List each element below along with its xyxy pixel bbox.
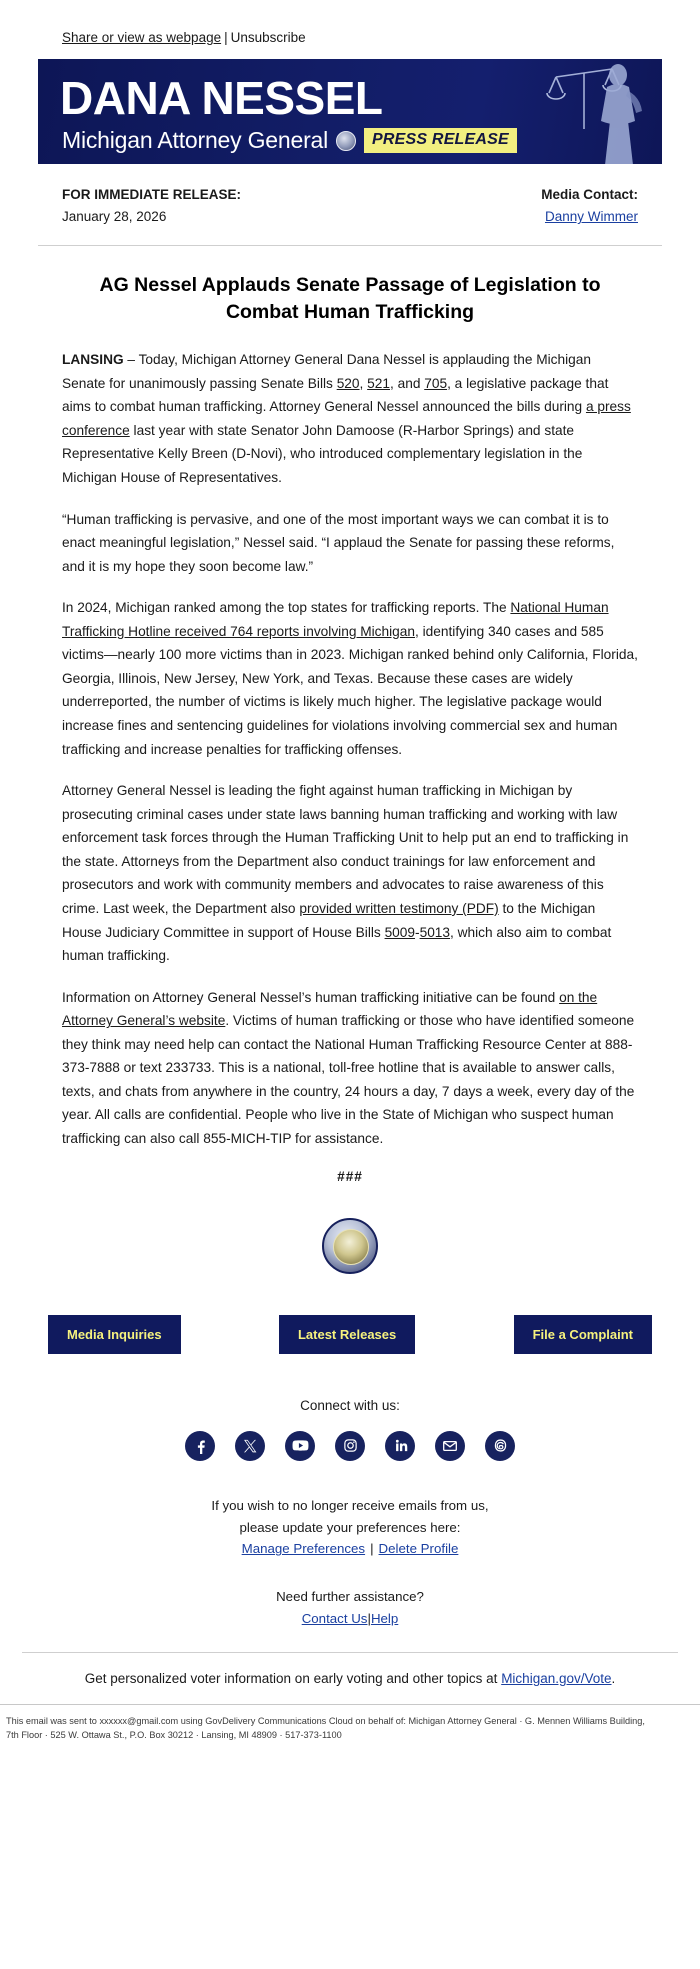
meta-divider	[38, 245, 662, 246]
voter-text-b: .	[611, 1671, 616, 1687]
paragraph-4	[62, 779, 638, 968]
footer-divider	[22, 1652, 678, 1653]
assistance-block	[0, 1586, 700, 1630]
p3-text-a: In 2024, Michigan ranked among the top states for trafficking reports. The	[62, 600, 511, 616]
p4-text-b: to the Michigan House Judiciary Committee in support of House Bills	[62, 900, 596, 940]
unsubscribe-link[interactable]: Unsubscribe	[230, 30, 306, 45]
p1-text-a: – Today, Michigan Attorney General Dana Nessel is applauding the Michigan Senate for unanimously passing Senate Bills	[62, 352, 592, 391]
national-hotline-report-link[interactable]: National Human Trafficking Hotline received 764 reports involving Michigan	[62, 600, 609, 639]
paragraph-1	[62, 348, 638, 489]
paragraph-3	[62, 596, 638, 761]
email-banner	[38, 59, 662, 164]
share-or-view-webpage-link[interactable]: Share or view as webpage	[62, 30, 222, 45]
delete-profile-link[interactable]: Delete Profile	[378, 1541, 459, 1557]
p5-text-a: Information on Attorney General Nessel’s human trafficking initiative can be found	[62, 989, 560, 1005]
youtube-icon[interactable]	[285, 1431, 315, 1461]
michigan-state-seal-icon	[322, 1218, 378, 1274]
contact-us-link[interactable]: Contact Us	[301, 1611, 368, 1627]
p1-text-d: , a legislative package that aims to combat human trafficking. Attorney General Nessel announced the bills during	[62, 375, 609, 415]
senate-bill-521-link[interactable]: 521	[367, 375, 390, 391]
prefs-separator: |	[370, 1541, 374, 1557]
p4-text-c: , which also aim to combat human trafficking.	[62, 924, 612, 964]
preheader-separator: |	[224, 30, 228, 45]
page-title: AG Nessel Applauds Senate Passage of Legislation to Combat Human Trafficking	[99, 273, 601, 323]
preheader-bar	[0, 0, 700, 59]
press-release-badge: PRESS RELEASE	[364, 128, 517, 153]
prefs-links	[0, 1538, 700, 1560]
p3-text-b: , identifying 340 cases and 585 victims—nearly 100 more victims than in 2023. Michigan ranked behind only California, Florida, Georgia, Illinois, New Jersey, New York, and Texas. Because these cases are widely underreported, the number of victims is likely much higher. The legislative package would increase fines and sentencing guidelines for violations involving commercial sex and human trafficking and increase penalties for trafficking offenses.	[62, 623, 638, 757]
banner-subtitle: Michigan Attorney General	[62, 127, 329, 153]
end-marker: ###	[337, 1168, 363, 1184]
release-date-block	[62, 184, 241, 229]
michigan-gov-vote-link[interactable]: Michigan.gov/Vote	[501, 1671, 612, 1687]
file-a-complaint-button[interactable]: File a Complaint	[514, 1315, 652, 1354]
threads-icon[interactable]	[485, 1431, 515, 1461]
prefs-line-2: please update your preferences here:	[239, 1519, 461, 1535]
release-date: January 28, 2026	[62, 209, 167, 225]
media-contact-label: Media Contact:	[541, 187, 638, 202]
media-contact-link[interactable]: Danny Wimmer	[544, 209, 638, 225]
lady-justice-scales-icon	[534, 59, 654, 164]
assistance-prompt: Need further assistance?	[276, 1589, 424, 1605]
p4-text-a: Attorney General Nessel is leading the fight against human trafficking in Michigan by prosecuting criminal cases under state laws banning human trafficking and working with law enforcement task forces through the Human Trafficking Unit to help put an end to trafficking in the state. Attorneys from the Department also conduct trainings for law enforcement and prosecutors and work with community members and advocates to raise awareness of this crime. Last week, the Department also	[62, 783, 629, 916]
linkedin-icon[interactable]	[385, 1431, 415, 1461]
release-meta	[62, 184, 638, 229]
connect-with-us-label: Connect with us:	[300, 1397, 400, 1413]
latest-releases-button[interactable]: Latest Releases	[279, 1315, 415, 1354]
dateline: LANSING	[62, 352, 124, 368]
legal-line-2: 7th Floor · 525 W. Ottawa St., P.O. Box 30212 · Lansing, MI 48909 · 517-373-1100	[6, 1729, 342, 1740]
attorney-general-website-link[interactable]: on the Attorney General’s website	[62, 989, 598, 1029]
p1-text-c: , and	[389, 375, 425, 391]
senate-bill-705-link[interactable]: 705	[424, 375, 448, 391]
senate-bill-520-link[interactable]: 520	[336, 375, 360, 391]
immediate-release-label: FOR IMMEDIATE RELEASE:	[62, 187, 242, 202]
assistance-links	[0, 1608, 700, 1630]
house-bill-5013-link[interactable]: 5013	[419, 924, 451, 940]
instagram-icon[interactable]	[335, 1431, 365, 1461]
p1-text-e: last year with state Senator John Damoose (R-Harbor Springs) and state Representative Kelly Breen (D-Novi), who introduced complementary legislation in the Michigan House of Representatives.	[62, 422, 583, 485]
paragraph-2-quote: “Human trafficking is pervasive, and one of the most important ways we can combat it is to enact meaningful legislation,” Nessel said. “I applaud the Senate for passing these reforms, and it is my hope they soon become law.”	[62, 511, 615, 574]
michigan-state-seal-icon	[336, 131, 356, 151]
p5-text-b: . Victims of human trafficking or those who have identified someone they think may need help can contact the National Human Trafficking Resource Center at 888-373-7888 or text 233733. This is a national, toll-free hotline that is available to answer calls, texts, and chats from anywhere in the country, 24 hours a day, 7 days a week, every day of the year. All calls are confidential. People who live in the State of Michigan who suspect human trafficking can also call 855-MICH-TIP for assistance.	[62, 1013, 635, 1146]
action-button-row	[48, 1315, 652, 1354]
media-contact-block	[541, 184, 638, 229]
paragraph-5	[62, 986, 638, 1151]
voter-text-a: Get personalized voter information on early voting and other topics at	[84, 1671, 502, 1687]
legal-footer	[0, 1705, 700, 1756]
voter-info-banner	[0, 1671, 700, 1704]
preferences-block	[0, 1495, 700, 1561]
facebook-icon[interactable]	[185, 1431, 215, 1461]
help-link[interactable]: Help	[370, 1611, 399, 1627]
legal-line-1: This email was sent to xxxxxx@gmail.com using GovDelivery Communications Cloud on behalf of: Michigan Attorney General · G. Mennen Williams Building,	[6, 1716, 645, 1727]
press-release-body	[62, 348, 638, 1183]
manage-preferences-link[interactable]: Manage Preferences	[241, 1541, 366, 1557]
email-icon[interactable]	[435, 1431, 465, 1461]
press-conference-link[interactable]: a press conference	[62, 399, 631, 438]
x-twitter-icon[interactable]	[235, 1431, 265, 1461]
p4-dash: -	[415, 924, 420, 940]
seal-container	[0, 1218, 700, 1279]
social-links-row	[0, 1431, 700, 1461]
media-inquiries-button[interactable]: Media Inquiries	[48, 1315, 181, 1354]
assistance-separator: |	[367, 1611, 371, 1627]
p1-text-b: ,	[359, 375, 368, 391]
banner-name: DANA NESSEL	[60, 72, 383, 124]
prefs-line-1: If you wish to no longer receive emails from us,	[211, 1497, 489, 1513]
written-testimony-pdf-link[interactable]: provided written testimony (PDF)	[299, 900, 499, 916]
house-bill-5009-link[interactable]: 5009	[384, 924, 416, 940]
banner-subtitle-row	[62, 127, 517, 154]
